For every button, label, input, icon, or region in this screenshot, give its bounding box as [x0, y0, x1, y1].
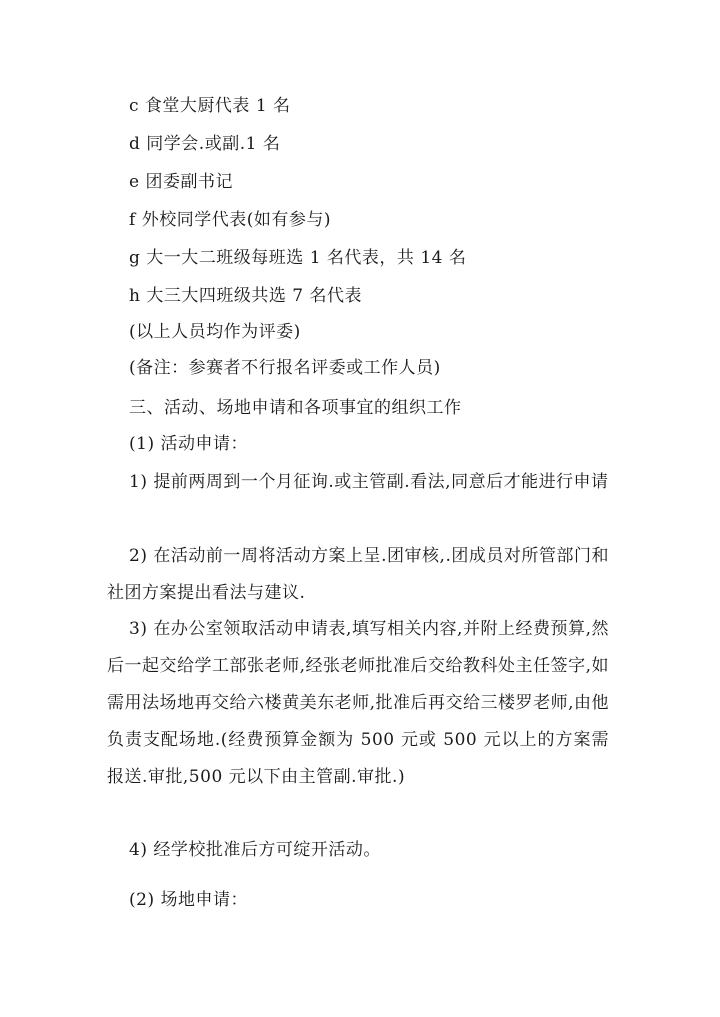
- paragraph-step-4: 4) 经学校批准后方可绽开活动。: [129, 840, 381, 860]
- remark-note: (备注：参赛者不行报名评委或工作人员): [129, 358, 441, 378]
- paragraph-step-2: 2) 在活动前一周将活动方案上呈.团审核,.团成员对所管部门和社团方案提出看法与建议.: [107, 546, 609, 603]
- judges-note: (以上人员均作为评委): [129, 322, 301, 342]
- subsection-venue-application: (2) 场地申请：: [129, 890, 248, 910]
- subsection-activity-application: (1) 活动申请：: [129, 434, 248, 454]
- list-line-d: d 同学会.或副.1 名: [129, 134, 281, 154]
- paragraph-step-3: 3) 在办公室领取活动申请表,填写相关内容,并附上经费预算,然后一起交给学工部张老师,经张老师批准后交给教科处主任签字,如需用法场地再交给六楼黄美东老师,批准后再交给三楼罗老师,由他负责支配场地.(经费预算金额为 500 元或 500 元以上的方案需报送.审批,500 元以下由主管副.审批.): [107, 619, 609, 787]
- list-line-h: h 大三大四班级共选 7 名代表: [129, 286, 362, 306]
- list-line-c: c 食堂大厨代表 1 名: [129, 96, 291, 116]
- list-line-e: e 团委副书记: [129, 172, 233, 192]
- paragraph-step-1: 1) 提前两周到一个月征询.或主管副.看法,同意后才能进行申请: [129, 472, 609, 492]
- list-line-g: g 大一大二班级每班选 1 名代表，共 14 名: [129, 248, 467, 268]
- section-heading: 三、活动、场地申请和各项事宜的组织工作: [129, 398, 462, 418]
- list-line-f: f 外校同学代表(如有参与): [129, 210, 331, 230]
